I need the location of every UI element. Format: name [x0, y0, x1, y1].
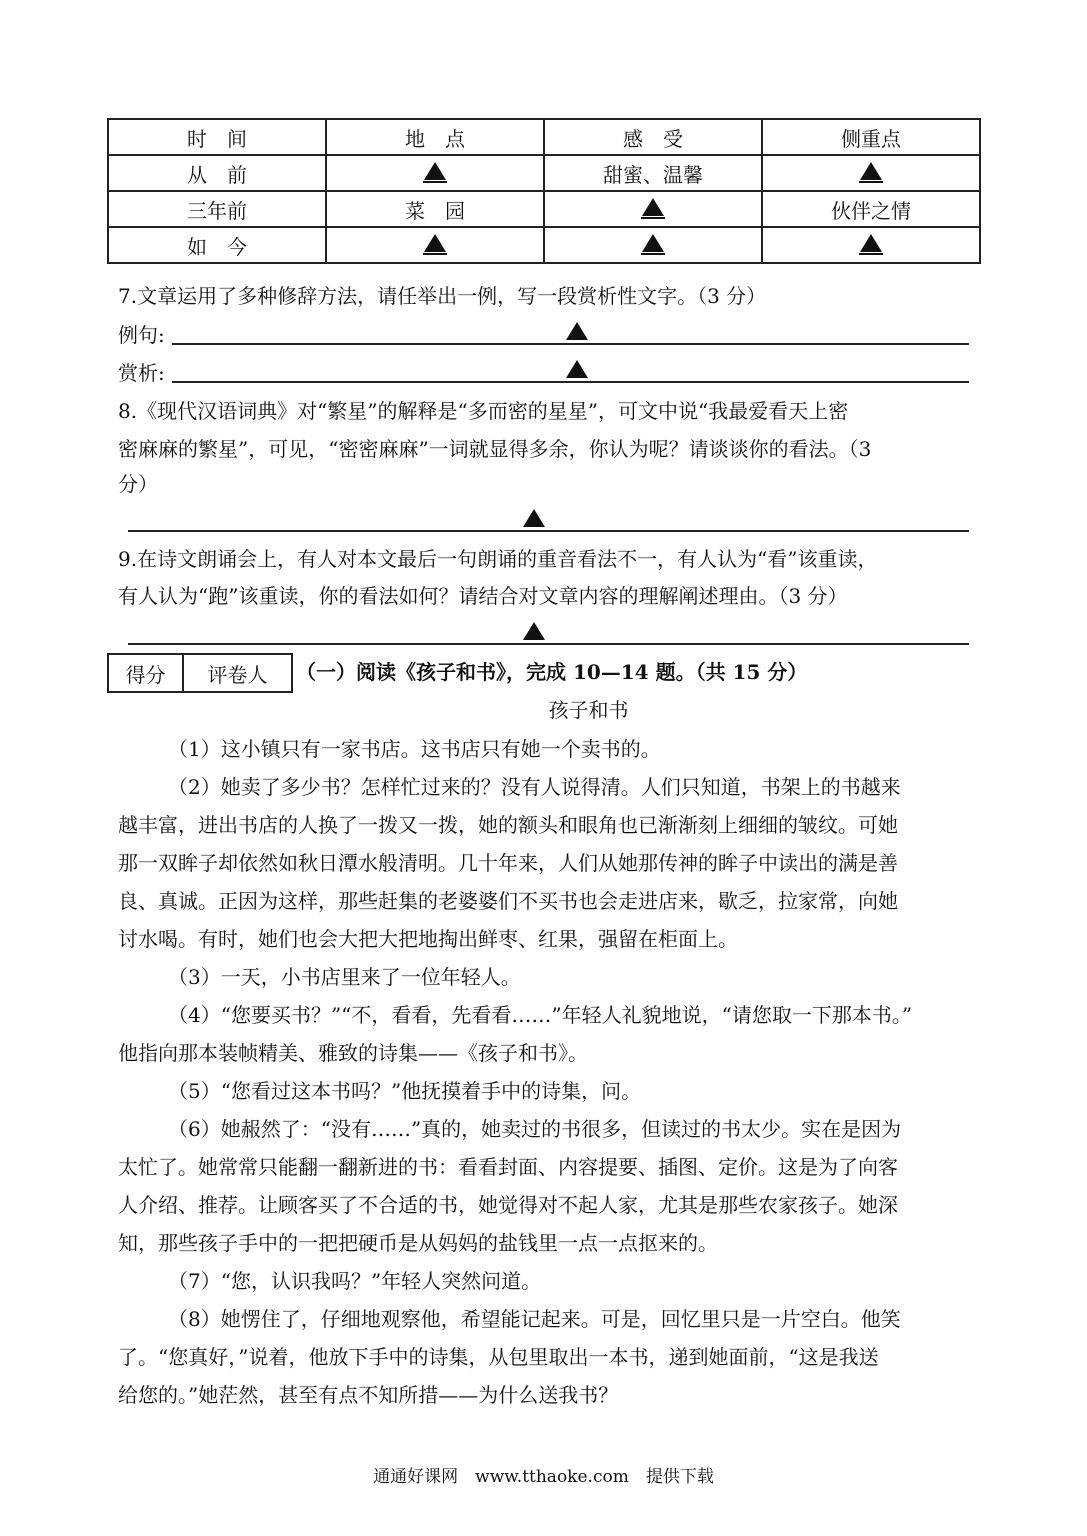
question-9-line: 9.在诗文朗诵会上，有人对本文最后一句朗诵的重音看法不一，有人认为“看”该重读， [118, 547, 878, 571]
article-title: 孩子和书 [548, 698, 629, 722]
answer-line[interactable] [172, 381, 969, 383]
article-line: （4）“您要买书？”“不，看看，先看看……”年轻人礼貌地说，“请您取一下那本书。” [168, 1003, 913, 1027]
question-8-line: 8.《现代汉语词典》对“繁星”的解释是“多而密的星星”，可文中说“我最爱看天上密 [118, 399, 849, 423]
table-row [108, 227, 980, 263]
article-line: 那一双眸子却依然如秋日潭水般清明。几十年来，人们从她那传神的眸子中读出的满是善 [118, 851, 898, 875]
score-box [107, 653, 293, 693]
article-line: 讨水喝。有时，她们也会大把大把地掏出鲜枣、红果，强留在柜面上。 [118, 927, 738, 951]
article-line: 良、真诚。正因为这样，那些赶集的老婆婆们不买书也会走进店来，歇乏，拉家常，向她 [118, 889, 898, 913]
answer-blank-triangle-icon [859, 162, 883, 183]
article-line: 越丰富，进出书店的人换了一拨又一拨，她的额头和眼角也已渐渐刻上细细的皱纹。可她 [118, 813, 898, 837]
table-header-cell: 感 受 [544, 119, 762, 155]
question-7: 7.文章运用了多种修辞方法，请任举出一例，写一段赏析性文字。（3 分） [118, 284, 767, 308]
answer-blank-triangle-icon [566, 360, 588, 378]
score-label: 得分 [109, 655, 184, 691]
article-line: （8）她愣住了，仔细地观察他，希望能记起来。可是，回忆里只是一片空白。他笑 [168, 1307, 901, 1331]
article-paragraph: （3）一天，小书店里来了一位年轻人。 [168, 965, 521, 989]
table-cell: 如 今 [108, 227, 326, 263]
answer-blank-triangle-icon [641, 234, 665, 255]
grader-label: 评卷人 [207, 662, 268, 687]
analysis-label: 赏析: [118, 361, 165, 385]
answer-line[interactable] [172, 343, 969, 345]
example-label: 例句: [118, 323, 165, 347]
article-line: 了。“您真好，”说着，他放下手中的诗集，从包里取出一本书，递到她面前，“这是我送 [118, 1345, 879, 1369]
answer-blank-triangle-icon [423, 234, 447, 255]
answer-blank-triangle-icon [523, 509, 545, 527]
question-8-line: 密麻麻的繁星”，可见，“密密麻麻”一词就显得多余，你认为呢？请谈谈你的看法。（3 [118, 437, 872, 461]
table-cell: 伙伴之情 [762, 191, 980, 227]
article-line: 给您的。”她茫然，甚至有点不知所措——为什么送我书？ [118, 1383, 619, 1407]
article-line: 太忙了。她常常只能翻一翻新进的书：看看封面、内容提要、插图、定价。这是为了向客 [118, 1155, 898, 1179]
answer-table [107, 118, 981, 264]
article-line: （2）她卖了多少书？怎样忙过来的？没有人说得清。人们只知道，书架上的书越来 [168, 775, 901, 799]
answer-blank-triangle-icon [859, 234, 883, 255]
table-cell [544, 191, 762, 227]
table-header-cell: 侧重点 [762, 119, 980, 155]
answer-blank-triangle-icon [523, 622, 545, 640]
table-cell [544, 227, 762, 263]
page-footer: 通通好课网 www.tthaoke.com 提供下载 [373, 1467, 714, 1487]
table-cell: 甜蜜、温馨 [544, 155, 762, 191]
table-cell [762, 227, 980, 263]
article-paragraph: （7）“您，认识我吗？”年轻人突然问道。 [168, 1269, 542, 1293]
table-row [108, 191, 980, 227]
table-cell [326, 155, 544, 191]
question-9-line: 有人认为“跑”该重读，你的看法如何？请结合对文章内容的理解阐述理由。（3 分） [118, 584, 848, 608]
article-line: 人介绍、推荐。让顾客买了不合适的书，她觉得对不起人家，尤其是那些农家孩子。她深 [118, 1193, 898, 1217]
article-line: （6）她赧然了：“没有……”真的，她卖过的书很多，但读过的书太少。实在是因为 [168, 1117, 902, 1141]
article-line: 他指向那本装帧精美、雅致的诗集——《孩子和书》。 [118, 1041, 588, 1065]
table-cell: 菜 园 [326, 191, 544, 227]
table-header-cell: 地 点 [326, 119, 544, 155]
table-cell: 三年前 [108, 191, 326, 227]
section-heading: （一）阅读《孩子和书》，完成 10—14 题。（共 15 分） [296, 660, 808, 684]
table-header-row [108, 119, 980, 155]
table-cell: 从 前 [108, 155, 326, 191]
table-cell [326, 227, 544, 263]
answer-line[interactable] [128, 530, 969, 532]
answer-blank-triangle-icon [423, 162, 447, 183]
table-cell [762, 155, 980, 191]
article-paragraph: （5）“您看过这本书吗？”他抚摸着手中的诗集，问。 [168, 1079, 642, 1103]
article-line: 知，那些孩子手中的一把把硬币是从妈妈的盐钱里一点一点抠来的。 [118, 1231, 718, 1255]
answer-line[interactable] [128, 643, 969, 645]
table-header-cell: 时 间 [108, 119, 326, 155]
answer-blank-triangle-icon [641, 198, 665, 219]
table-row [108, 155, 980, 191]
answer-blank-triangle-icon [566, 322, 588, 340]
article-paragraph: （1）这小镇只有一家书店。这书店只有她一个卖书的。 [168, 737, 661, 761]
question-8-line: 分） [118, 472, 158, 496]
